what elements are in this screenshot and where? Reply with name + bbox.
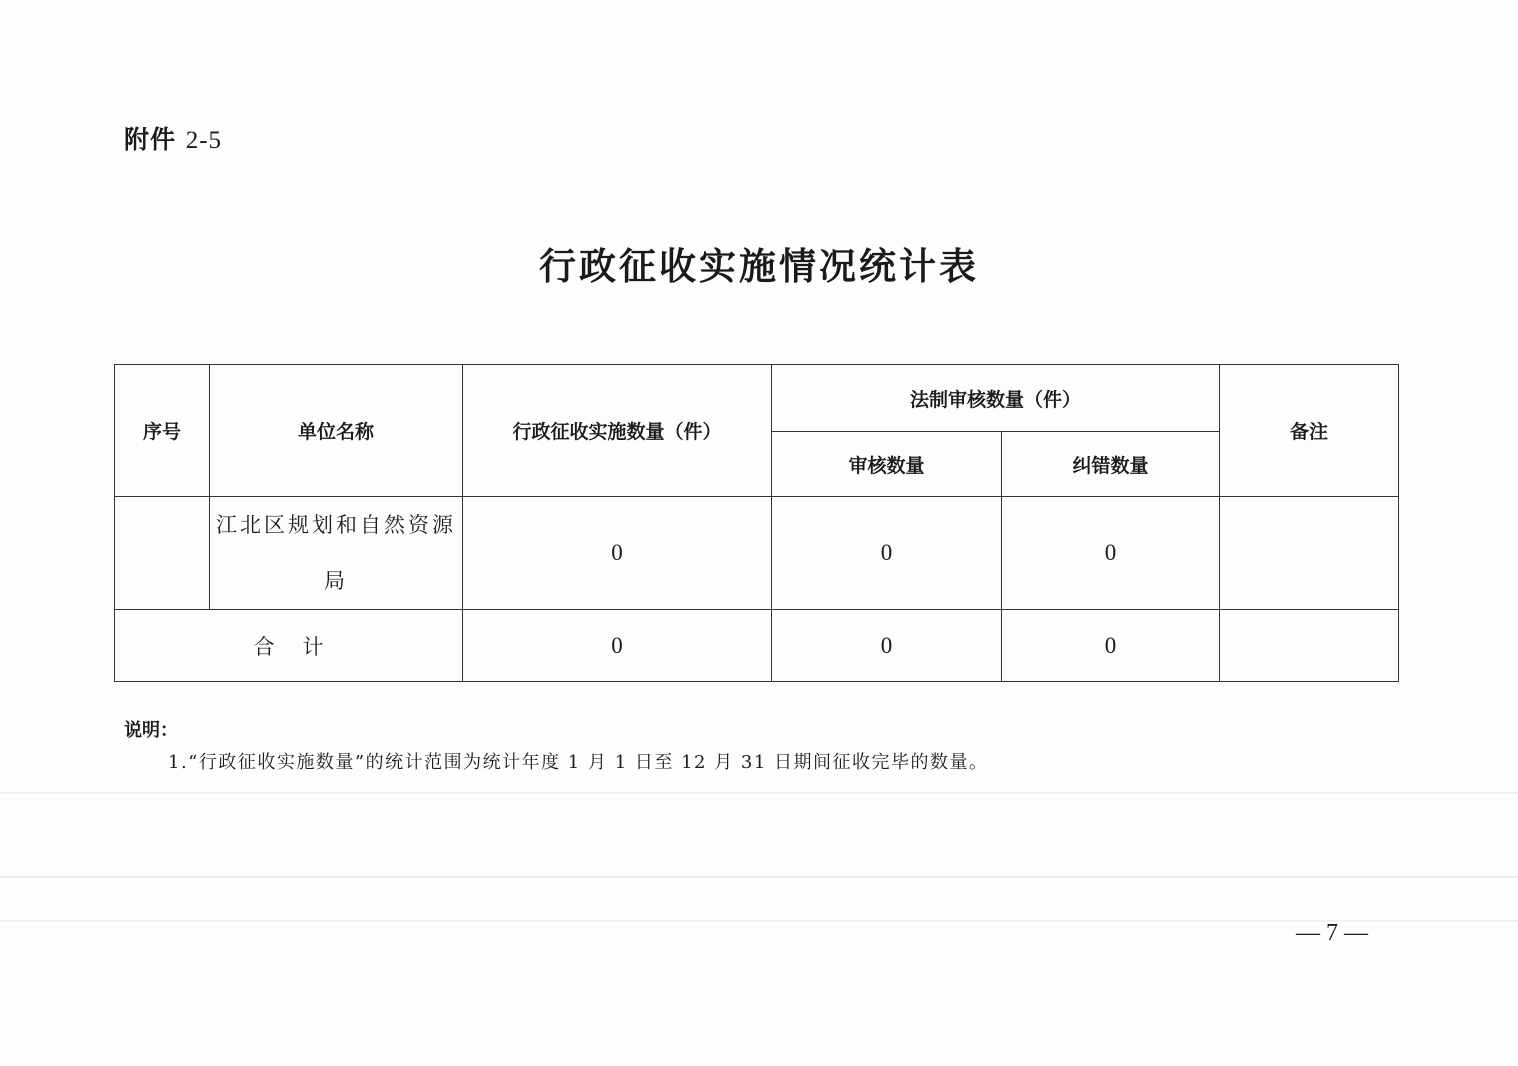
header-seq: 序号: [115, 365, 210, 497]
total-correction-count: 0: [1002, 610, 1220, 682]
total-collection-count: 0: [463, 610, 772, 682]
attachment-label-text: 附件: [124, 125, 177, 154]
header-correction-count: 纠错数量: [1002, 432, 1220, 497]
cell-remarks: [1220, 497, 1399, 610]
total-label: 合计: [115, 610, 463, 682]
cell-collection-count: 0: [463, 497, 772, 610]
notes-title: 说明：: [124, 720, 178, 741]
header-unit-name: 单位名称: [210, 365, 463, 497]
scan-artifact: [0, 920, 1518, 922]
total-review-count: 0: [772, 610, 1002, 682]
page-number: — 7 —: [1296, 920, 1368, 946]
header-row: [115, 365, 1399, 432]
total-remarks: [1220, 610, 1399, 682]
header-remarks: 备注: [1220, 365, 1399, 497]
attachment-label: [124, 120, 222, 156]
page-title: 行政征收实施情况统计表: [539, 244, 979, 288]
cell-correction-count: 0: [1002, 497, 1220, 610]
scan-artifact: [0, 792, 1518, 794]
cell-seq: [115, 497, 210, 610]
cell-unit-name: 江北区规划和自然资源局: [210, 497, 463, 610]
cell-review-count: 0: [772, 497, 1002, 610]
header-review-count: 审核数量: [772, 432, 1002, 497]
total-row: [115, 610, 1399, 682]
statistics-table: [114, 364, 1399, 682]
note-item: 1.“行政征收实施数量”的统计范围为统计年度 1 月 1 日至 12 月 31 日期间征收完毕的数量。: [168, 752, 989, 773]
attachment-number: 2-5: [185, 127, 223, 154]
table-row: [115, 497, 1399, 610]
header-legal-review: 法制审核数量（件）: [772, 365, 1220, 432]
header-collection-count: 行政征收实施数量（件）: [463, 365, 772, 497]
scan-artifact: [0, 876, 1518, 878]
